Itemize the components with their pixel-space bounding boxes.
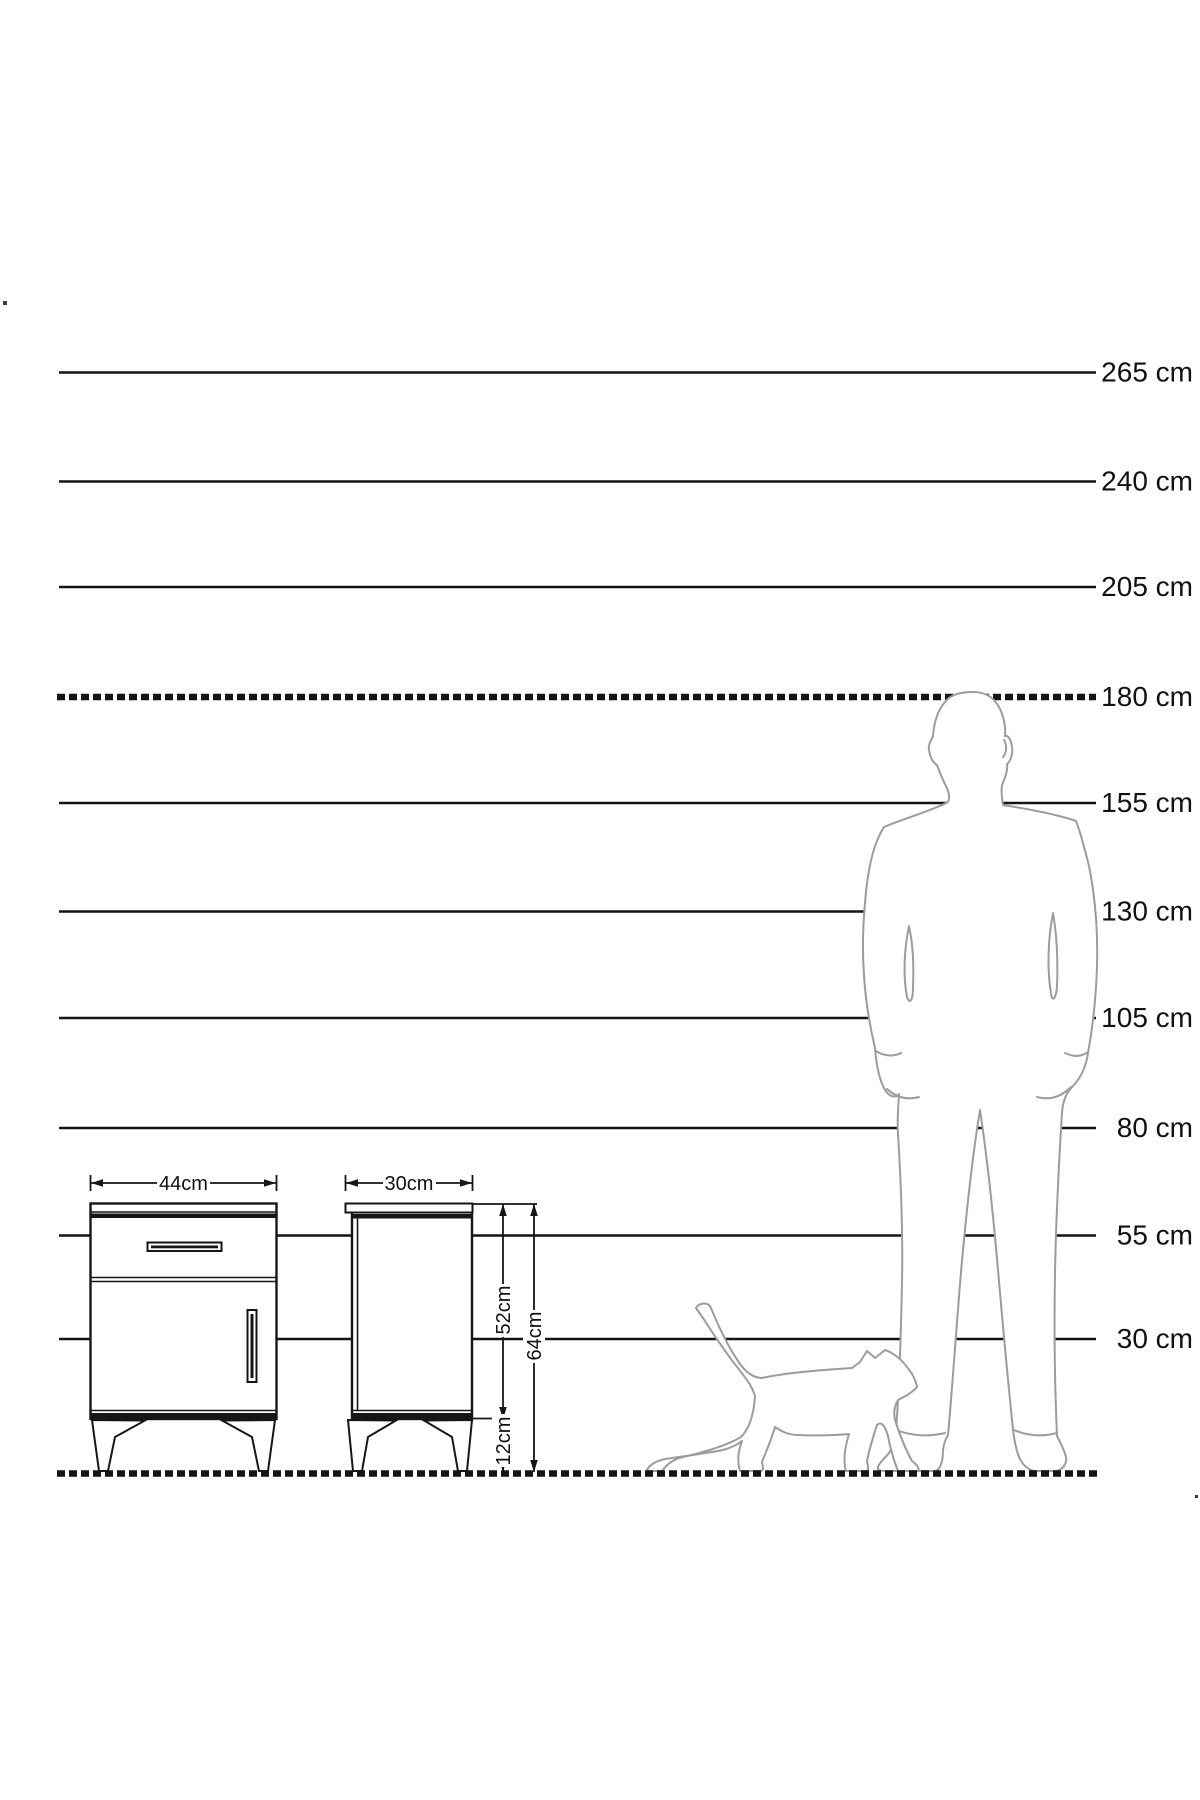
speck (1195, 1495, 1198, 1498)
side-depth-label: 30cm (384, 1173, 434, 1195)
scale-label-80: 80 cm (1116, 1112, 1193, 1143)
nightstand-side-view (346, 1204, 473, 1472)
arrow-right-icon (460, 1179, 472, 1187)
scale-label-265: 265 cm (1101, 356, 1193, 388)
drawer-handle-inner (151, 1246, 218, 1249)
scale-label-205: 205 cm (1101, 571, 1193, 602)
cabinet-side-left-leg (348, 1420, 396, 1471)
scale-label-155: 155 cm (1101, 787, 1193, 818)
cabinet-side-top-slab (346, 1204, 473, 1213)
cabinet-side-right-leg (424, 1420, 472, 1471)
scale-label-130: 130 cm (1101, 895, 1193, 927)
door-handle-inner (251, 1314, 254, 1378)
leg-height-label: 12cm (493, 1416, 515, 1466)
arrow-left-icon (91, 1179, 103, 1187)
front-width-label: 44cm (159, 1173, 208, 1195)
scale-label-105: 105 cm (1101, 1002, 1193, 1033)
arrow-up-icon (530, 1204, 538, 1216)
scale-labels (1101, 357, 1193, 1355)
scale-label-180: 180 cm (1101, 681, 1193, 712)
scale-label-240: 240 cm (1101, 465, 1193, 497)
scale-label-30: 30 cm (1116, 1323, 1193, 1354)
man-outline (863, 692, 1097, 1471)
cabinet-front-top-band (91, 1214, 276, 1219)
nightstand-front-view (91, 1204, 277, 1472)
arrow-down-icon (530, 1460, 538, 1472)
man-silhouette (863, 692, 1097, 1471)
arrow-right-icon (264, 1179, 276, 1187)
cabinet-front-left-leg (92, 1420, 145, 1471)
scale-label-55: 55 cm (1116, 1219, 1193, 1251)
cabinet-side-bottom-band (353, 1413, 472, 1419)
cat-outline (647, 1304, 919, 1471)
arrow-left-icon (346, 1179, 358, 1187)
cabinet-front-bottom-band (91, 1413, 276, 1419)
total-height-label: 64cm (524, 1311, 546, 1361)
body-height-label: 52cm (493, 1285, 515, 1335)
cabinet-front-right-leg (222, 1420, 275, 1471)
cat-silhouette (647, 1304, 919, 1471)
arrow-up-icon (499, 1204, 507, 1216)
speck (3, 301, 7, 305)
cabinet-side-top-band (353, 1214, 472, 1219)
cabinet-side-body (352, 1210, 472, 1419)
